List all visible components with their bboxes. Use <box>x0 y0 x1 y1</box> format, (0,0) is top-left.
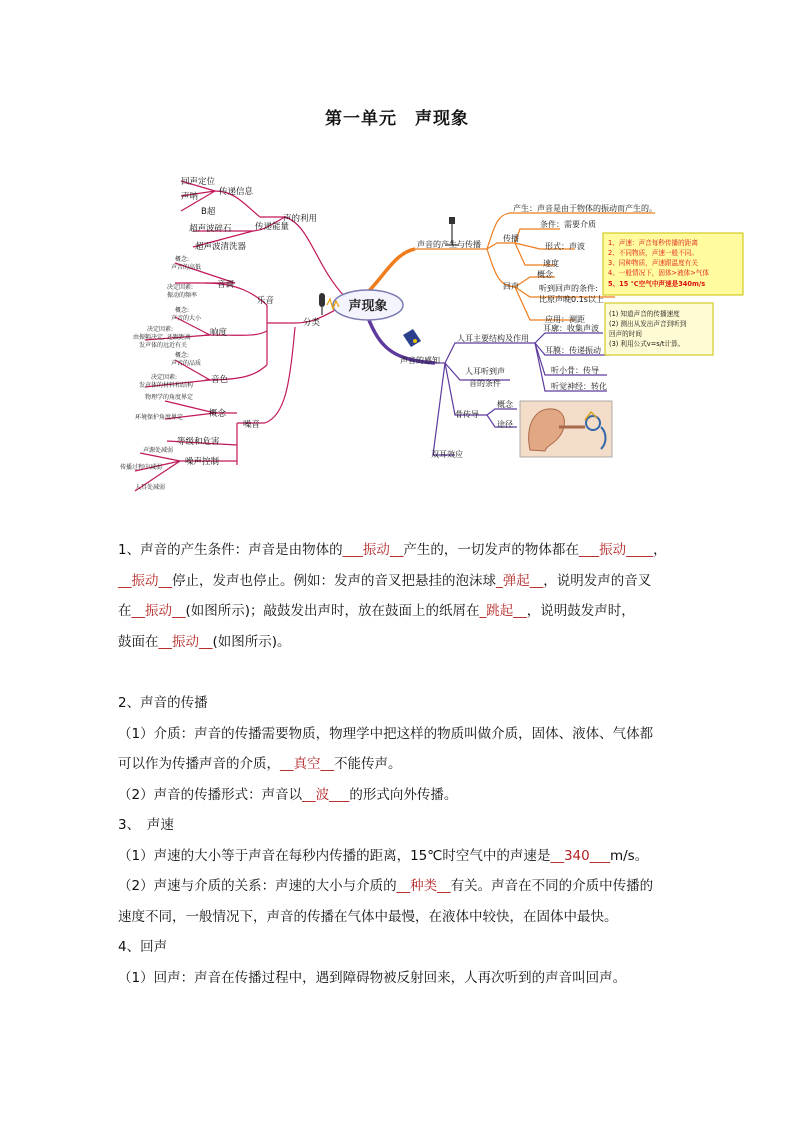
node-propagation: 传播 <box>503 234 519 243</box>
leaf-ear-pinna: 耳廓：收集声波 <box>543 324 599 333</box>
blank-wave: __波___ <box>302 786 350 803</box>
s4-heading: 4、回声 <box>118 939 168 955</box>
noise-control-ear: 人耳处减弱 <box>135 484 166 491</box>
leaf-propagation-medium: 条件：需要介质 <box>540 220 596 229</box>
ear-anatomy-image <box>520 401 612 457</box>
ranging-note-4: (3) 利用公式v=s/t计算。 <box>609 340 685 348</box>
leaf-echo-location: 回声定位 <box>181 177 216 187</box>
ranging-note-1: (1) 知道声音的传播速度 <box>609 310 680 318</box>
leaf-bone-concept: 概念 <box>497 400 513 409</box>
timbre-factor-label: 决定因素: <box>151 374 178 381</box>
ranging-note-2: (2) 测出从发出声音到听到 <box>609 320 687 328</box>
node-loudness: 响度 <box>210 328 228 338</box>
s1-text: 鼓面在 <box>118 633 159 650</box>
pitch-factor-value: 振动的频率 <box>167 292 198 299</box>
loudness-concept-value: 声音的大小 <box>171 315 202 322</box>
node-transfer-info: 传递信息 <box>219 187 254 197</box>
s1-text: 在 <box>118 603 132 619</box>
leaf-ear-ossicles: 听小骨：传导 <box>551 366 599 375</box>
s1-text: ，说明发声的音叉 <box>543 572 652 589</box>
mind-map-diagram <box>115 165 745 505</box>
node-bone-conduction: 骨传导 <box>455 410 479 419</box>
s2-heading: 2、声音的传播 <box>118 695 208 711</box>
leaf-echo-concept: 概念 <box>537 270 553 279</box>
leaf-echo-delay: 比原声晚0.1s以上 <box>539 295 604 304</box>
s1-text: ， <box>653 542 667 558</box>
leaf-echo-condition: 听到回声的条件: <box>539 284 598 293</box>
s1-text: 1、声音的产生条件：声音是由物体的 <box>118 542 343 558</box>
node-timbre: 音色 <box>211 375 229 385</box>
node-pitch: 音调 <box>217 280 235 290</box>
leaf-ear-drum: 耳膜：传递振动 <box>545 346 601 355</box>
leaf-bone-path: 途径 <box>497 420 513 429</box>
timbre-factor-value: 发声体的材料和结构 <box>139 382 194 389</box>
noise-concept-physics: 物理学的角度界定 <box>145 394 194 401</box>
right-branch-lines-top <box>367 249 415 293</box>
blank-340: __340___ <box>550 847 610 864</box>
leaf-propagation-speed: 速度 <box>543 259 559 268</box>
s3-text: （1）声速的大小等于声音在每秒内传播的距离，15℃时空气中的声速是 <box>118 847 551 864</box>
speed-note-box <box>603 233 743 295</box>
timbre-concept-label: 概念: <box>175 352 190 359</box>
s1-text: (如图所示)；敲鼓发出声时，放在鼓面上的纸屑在 <box>185 603 480 619</box>
leaf-sonar: 声呐 <box>181 192 199 202</box>
speaker-icon <box>403 329 421 347</box>
blank-bounce: _弹起__ <box>496 572 544 589</box>
s3-text: m/s。 <box>609 847 649 864</box>
s4-p1: （1）回声：声音在传播过程中，遇到障碍物被反射回来，人再次听到的声音叫回声。 <box>118 969 627 986</box>
leaf-b-ultrasound: B超 <box>201 207 216 217</box>
speed-note-5: 5、15 ℃空气中声速是340m/s <box>608 280 706 288</box>
s3-heading: 3、 声速 <box>118 817 174 833</box>
blank-jump: _跳起__ <box>479 603 527 619</box>
loudness-factor-value: 由振幅决定, 还跟距离 <box>133 334 191 341</box>
leaf-ear-nerve: 听觉神经：转化 <box>551 382 607 391</box>
pitch-factor-label: 决定因素: <box>167 284 194 291</box>
loudness-concept-label: 概念: <box>175 307 190 314</box>
noise-concept-environment: 环境保护角度界定 <box>135 414 184 421</box>
node-echo: 回声 <box>503 282 519 291</box>
s3-text: （2）声速与介质的关系：声速的大小与介质的 <box>118 878 397 894</box>
s3-text: 有关。声音在不同的介质中传播的 <box>450 878 654 894</box>
s1-text: 产生的，一切发声的物体都在 <box>403 542 579 558</box>
s1-text: (如图所示)。 <box>212 633 291 650</box>
speed-note-1: 1、声速：声音每秒传播的距离 <box>608 239 698 247</box>
s2-text: （2）声音的传播形式：声音以 <box>118 786 303 803</box>
timbre-concept-value: 声音的品质 <box>171 360 202 367</box>
loudness-factor-extra: 发声体的远近有关 <box>139 342 188 349</box>
blank-vibration-2: ___振动____ <box>578 542 654 558</box>
leaf-propagation-wave: 形式：声波 <box>545 242 585 251</box>
noise-control-source: 声源处减弱 <box>143 447 174 454</box>
blank-vacuum: __真空__ <box>280 756 334 772</box>
node-binaural: 双耳效应 <box>431 450 463 459</box>
node-noise-level: 等级和危害 <box>177 437 220 447</box>
blank-vibration-3: __振动__ <box>118 572 172 589</box>
node-transfer-energy: 传递能量 <box>255 222 290 232</box>
node-noise: 噪音 <box>243 420 261 430</box>
node-ear-structure: 人耳主要结构及作用 <box>457 334 529 343</box>
node-noise-concept: 概念 <box>209 409 227 419</box>
speed-note-2: 2、不同物质，声速一般不同。 <box>608 249 698 257</box>
leaf-production-origin: 产生：声音是由于物体的振动而产生的。 <box>513 204 657 213</box>
speed-note-4: 4、一般情况下，固体>液体>气体 <box>608 269 709 277</box>
node-sound-use: 声的利用 <box>283 214 318 224</box>
s2-text: 不能传声。 <box>334 756 402 772</box>
page-title: 第一单元 声现象 <box>325 109 469 129</box>
leaf-lithotripsy: 超声波碎石 <box>189 224 232 234</box>
ranging-note-3: 回声的时间 <box>609 330 642 338</box>
pitch-concept-label: 概念: <box>175 256 190 263</box>
noise-control-path: 传播过程中减弱 <box>120 464 163 471</box>
node-musical-sound: 乐音 <box>257 296 275 306</box>
section-2-3-4 <box>118 688 678 993</box>
s3-p2c: 速度不同，一般情况下，声音的传播在气体中最慢，在液体中较快，在固体中最快。 <box>118 908 618 925</box>
node-hearing-condition-2: 音的条件 <box>469 379 501 388</box>
node-classify: 分类 <box>303 318 321 328</box>
leaf-echo-ranging: 应用：测距 <box>545 315 585 324</box>
center-label: 声现象 <box>348 299 388 314</box>
node-hearing-condition-1: 人耳听到声 <box>465 367 505 376</box>
loudness-factor-label: 决定因素: <box>147 326 174 333</box>
s2-text: 可以作为传播声音的介质， <box>118 756 280 772</box>
section-1 <box>118 535 678 657</box>
blank-vibration-4: __振动__ <box>131 603 186 619</box>
center-node <box>319 290 403 320</box>
blank-type: __种类__ <box>396 878 451 894</box>
blank-vibration-1: ___振动__ <box>342 542 404 558</box>
node-perception: 声音的感知 <box>400 356 440 365</box>
s2-p1a: （1）介质：声音的传播需要物质，物理学中把这样的物质叫做介质，固体、液体、气体都 <box>118 725 654 742</box>
node-production: 声音的产生与传播 <box>417 240 481 249</box>
s1-text: ，说明鼓发声时， <box>526 603 635 619</box>
s1-text: 停止，发声也停止。例如：发声的音叉把悬挂的泡沫球 <box>172 572 496 589</box>
pitch-concept-value: 声音的高低 <box>171 264 202 271</box>
speed-note-3: 3、同种物质，声速跟温度有关 <box>608 259 698 267</box>
ranging-note-box <box>605 303 713 355</box>
blank-vibration-5: __振动__ <box>158 633 213 650</box>
s2-text: 的形式向外传播。 <box>349 786 458 803</box>
leaf-ultrasonic-cleaner: 超声波清洗器 <box>195 242 247 252</box>
node-noise-control: 噪声控制 <box>185 457 220 467</box>
